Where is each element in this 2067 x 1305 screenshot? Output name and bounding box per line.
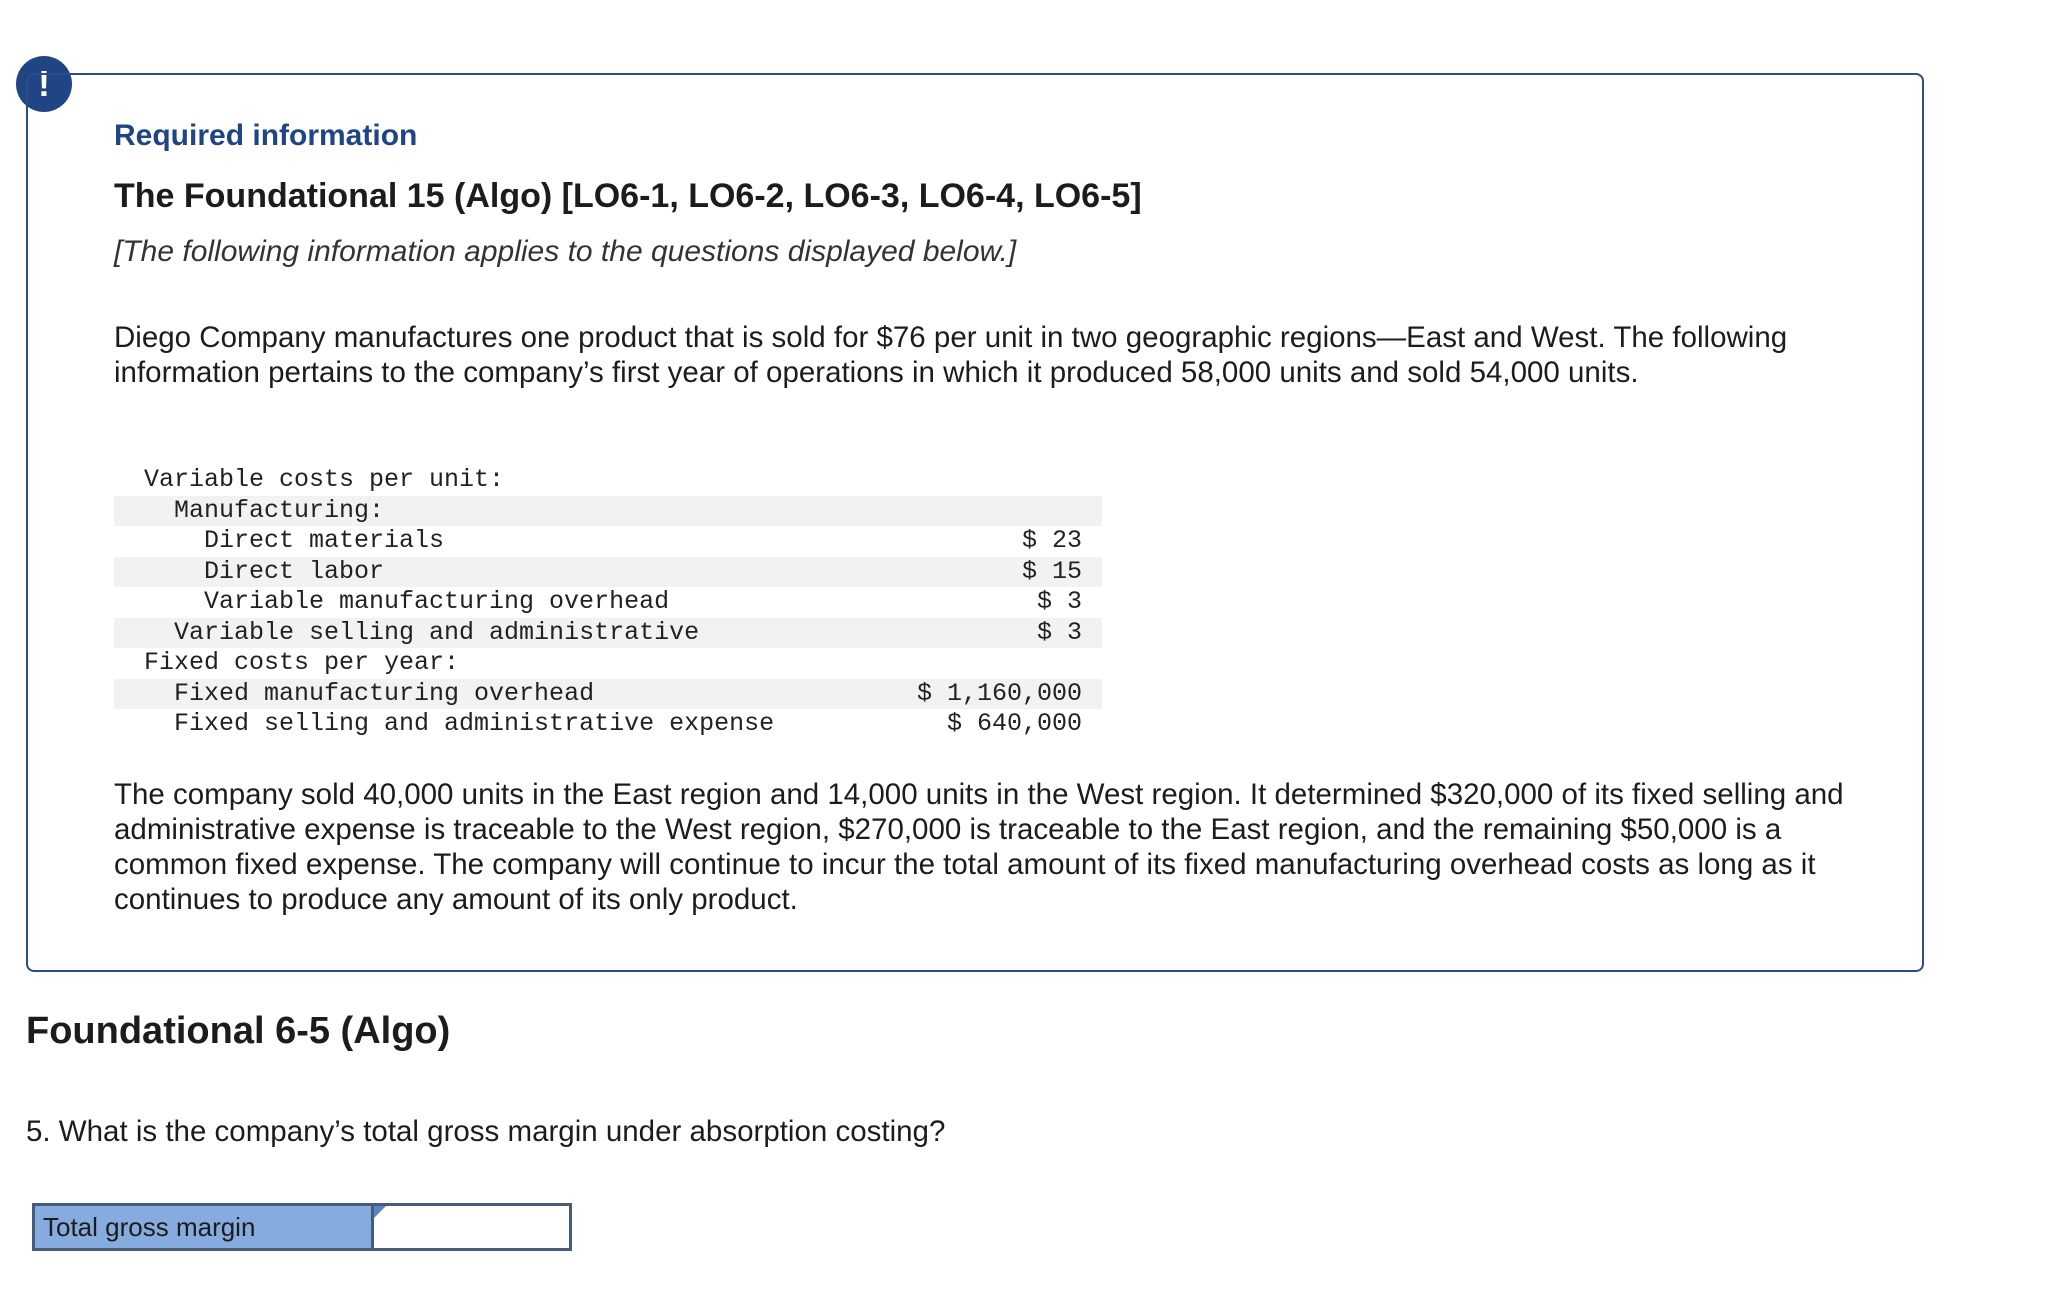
row-label: Manufacturing:	[174, 495, 385, 525]
total-gross-margin-input[interactable]	[374, 1206, 569, 1248]
total-gross-margin-field[interactable]	[374, 1206, 569, 1248]
cost-table	[114, 465, 1102, 740]
row-value: $ 1,160,000	[916, 678, 1082, 708]
problem-set-title: The Foundational 15 (Algo) [LO6-1, LO6-2, LO6-3, LO6-4, LO6-5]	[114, 177, 1142, 215]
corner-flag-icon	[374, 1206, 386, 1218]
table-row	[114, 618, 1102, 649]
table-row	[114, 679, 1102, 710]
exclamation-icon: !	[16, 56, 72, 112]
row-value: $ 640,000	[946, 709, 1082, 738]
row-value: $ 15	[1021, 556, 1082, 586]
row-label: Variable costs per unit:	[144, 465, 505, 494]
table-row	[114, 465, 1102, 496]
table-row	[114, 496, 1102, 527]
row-label: Fixed selling and administrative expense	[174, 709, 775, 738]
table-row	[114, 648, 1102, 679]
row-label: Fixed manufacturing overhead	[174, 678, 595, 708]
required-information-panel	[26, 73, 1924, 972]
row-label: Direct labor	[204, 556, 385, 586]
row-label: Variable manufacturing overhead	[204, 587, 670, 616]
table-row	[114, 709, 1102, 740]
table-row	[114, 557, 1102, 588]
row-value: $ 3	[1036, 617, 1082, 647]
row-label: Fixed costs per year:	[144, 648, 460, 677]
applies-note: [The following information applies to the questions displayed below.]	[114, 235, 1017, 268]
answer-label: Total gross margin	[35, 1206, 374, 1248]
row-label: Direct materials	[204, 526, 445, 555]
row-value: $ 23	[1021, 526, 1082, 555]
details-paragraph: The company sold 40,000 units in the East region and 14,000 units in the West region. It determined $320,000 of its fixed selling and administrative expense is traceable to the West region, $270,000 is traceable to the East region, and the remaining $50,000 is a common fixed expense. The company will continue to incur the total amount of its fixed manufacturing overhead costs as long as it continues to produce any amount of its only product.	[114, 778, 1844, 916]
question-text: 5. What is the company’s total gross margin under absorption costing?	[26, 1115, 946, 1148]
row-label: Variable selling and administrative	[174, 617, 700, 647]
answer-row	[32, 1203, 572, 1251]
intro-paragraph: Diego Company manufactures one product that is sold for $76 per unit in two geographic regions—East and West. The following information pertains to the company’s first year of operations in which it produced 58,000 units and sold 54,000 units.	[114, 321, 1788, 389]
table-row	[114, 526, 1102, 557]
required-information-label: Required information	[114, 119, 418, 152]
row-value: $ 3	[1036, 587, 1082, 616]
question-heading: Foundational 6-5 (Algo)	[26, 1010, 451, 1052]
table-row	[114, 587, 1102, 618]
